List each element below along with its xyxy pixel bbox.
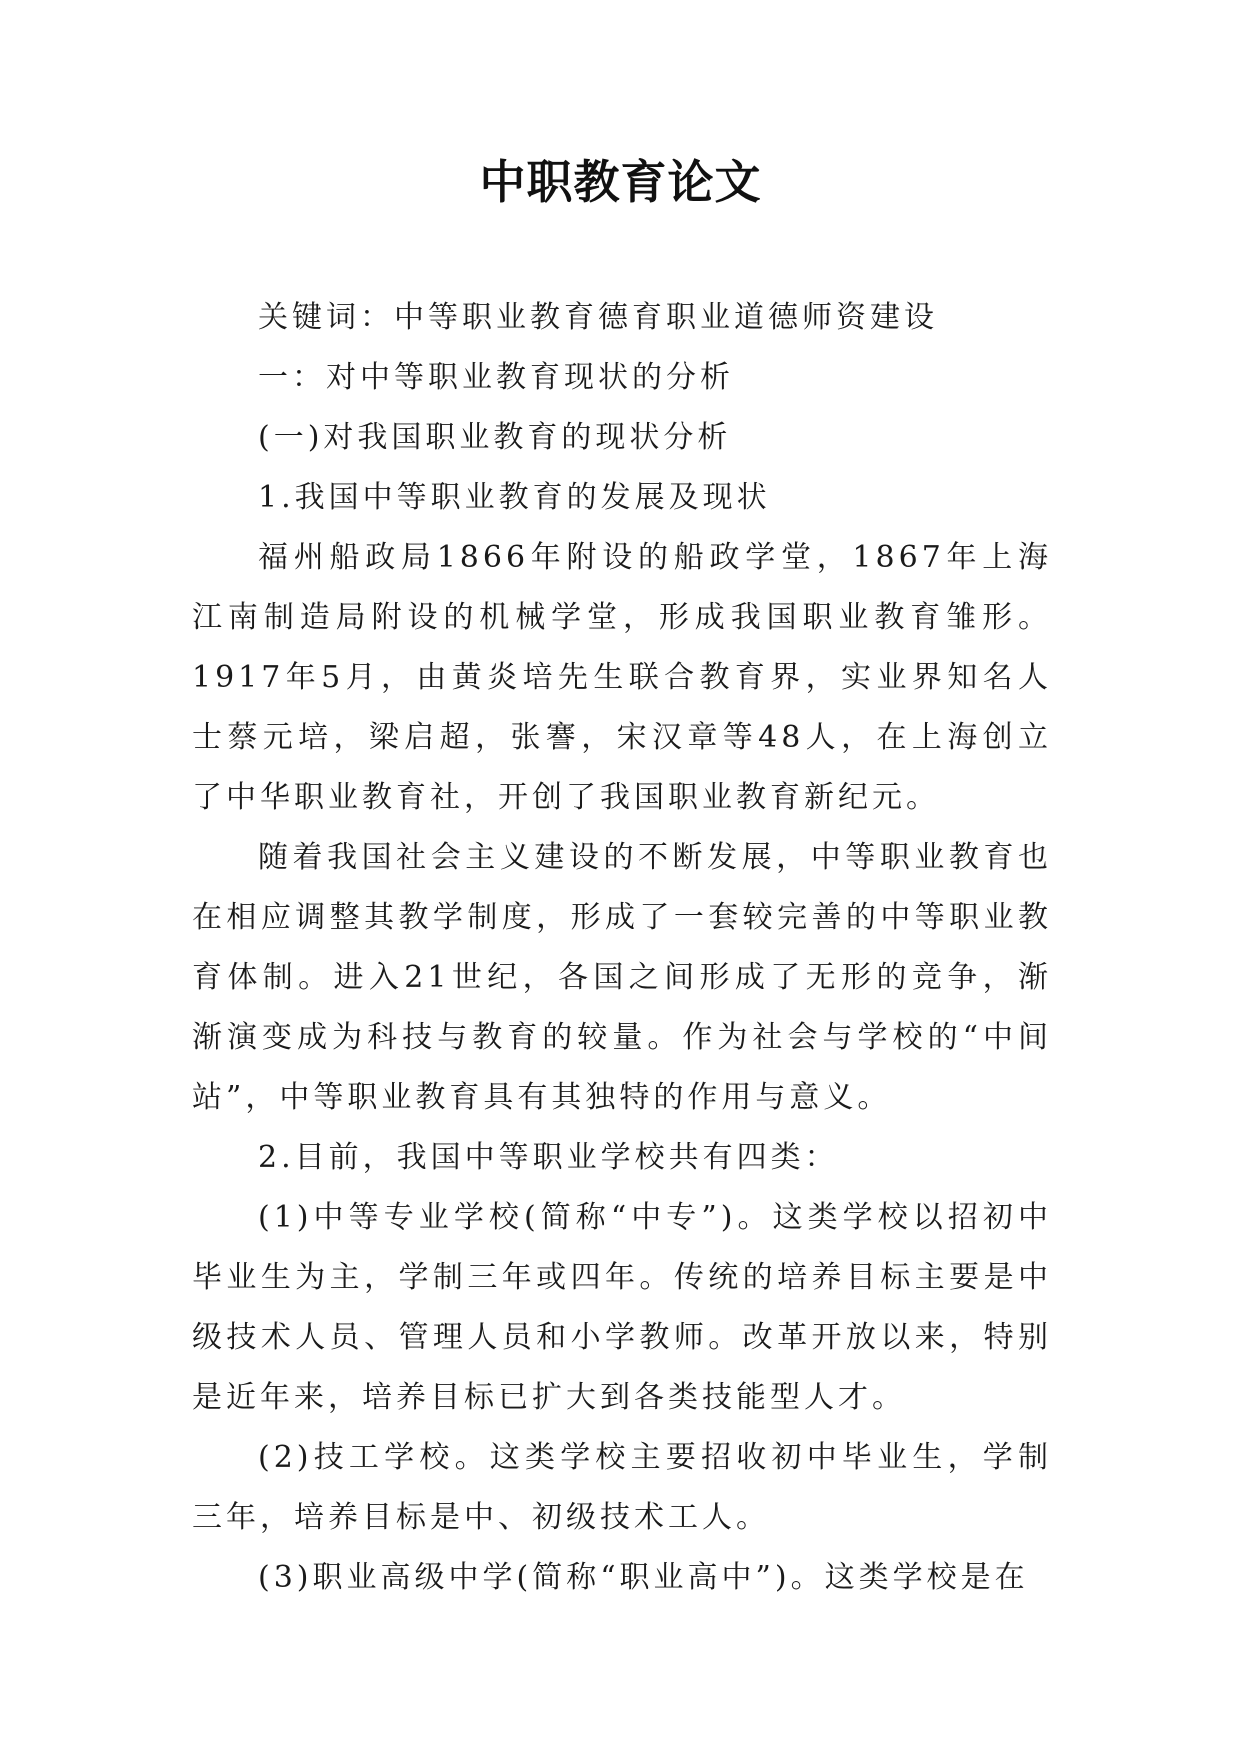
list-item-paragraph: (3)职业高级中学(简称“职业高中”)。这类学校是在 bbox=[258, 1560, 1029, 1595]
list-item-paragraph: (1)中等专业学校(简称“中专”)。这类学校以招初中毕业生为主，学制三年或四年。传统的培养目标主要是中级技术人员、管理人员和小学教师。改革开放以来，特别是近年来，培养目标已扩大到各类技能型人才。 bbox=[192, 1200, 1052, 1415]
section-heading: 一：对中等职业教育现状的分析 bbox=[258, 360, 734, 395]
body-paragraph: 随着我国社会主义建设的不断发展，中等职业教育也在相应调整其教学制度，形成了一套较完善的中等职业教育体制。进入21世纪，各国之间形成了无形的竞争，渐渐演变成为科技与教育的较量。作为社会与学校的“中间站”，中等职业教育具有其独特的作用与意义。 bbox=[192, 840, 1052, 1115]
document-body bbox=[192, 288, 1052, 1608]
document-title: 中职教育论文 bbox=[479, 155, 762, 209]
keywords-paragraph: 关键词：中等职业教育德育职业道德师资建设 bbox=[258, 300, 938, 335]
subsection-heading: (一)对我国职业教育的现状分析 bbox=[258, 420, 732, 455]
list-item-paragraph: (2)技工学校。这类学校主要招收初中毕业生，学制三年，培养目标是中、初级技术工人。 bbox=[192, 1440, 1052, 1535]
body-paragraph: 福州船政局1866年附设的船政学堂，1867年上海江南制造局附设的机械学堂，形成我国职业教育雏形。1917年5月，由黄炎培先生联合教育界，实业界知名人士蔡元培，梁启超，张謇，宋汉章等48人，在上海创立了中华职业教育社，开创了我国职业教育新纪元。 bbox=[192, 540, 1052, 815]
item-heading: 2.目前，我国中等职业学校共有四类： bbox=[258, 1140, 839, 1175]
item-heading: 1.我国中等职业教育的发展及现状 bbox=[258, 480, 771, 515]
